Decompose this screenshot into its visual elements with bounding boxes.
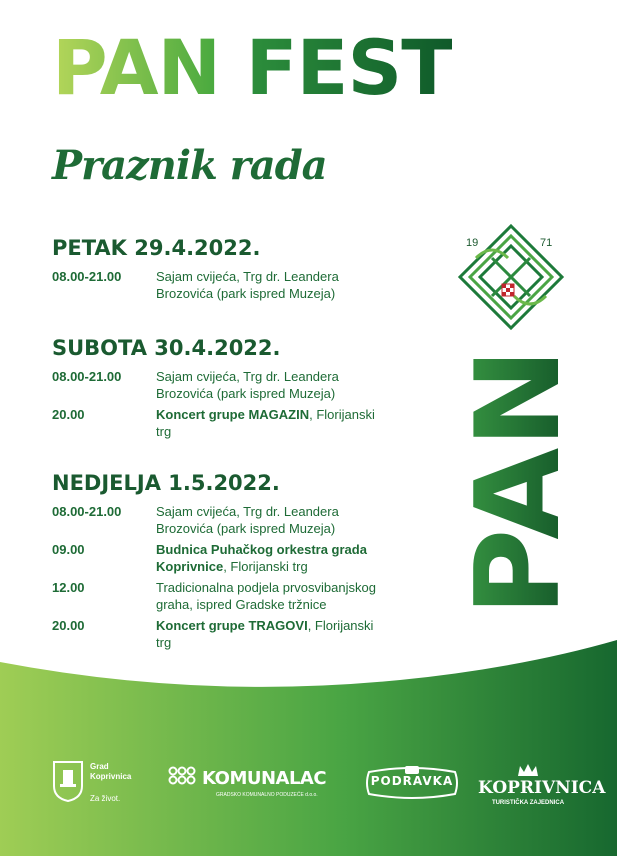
event-time: 08.00-21.00 xyxy=(52,369,122,384)
schedule-item xyxy=(52,541,412,575)
subtitle: Praznik rada xyxy=(52,142,327,189)
grad-line2: Koprivnica xyxy=(90,772,132,781)
schedule-item xyxy=(52,503,412,537)
komunalac-name: KOMUNALAC xyxy=(202,768,327,789)
page-title xyxy=(52,23,453,112)
event-time: 20.00 xyxy=(52,407,85,422)
year-left: 19 xyxy=(466,237,479,249)
event-text xyxy=(156,406,376,440)
day-saturday xyxy=(52,336,412,444)
day-friday xyxy=(52,236,412,306)
schedule-item xyxy=(52,406,412,440)
sponsor-komunalac xyxy=(168,766,327,798)
vertical-pan-text: PAN xyxy=(451,354,586,616)
sponsor-grad-koprivnica xyxy=(52,760,142,808)
event-text: Sajam cvijeća, Trg dr. Leandera Brozovića (park ispred Muzeja) xyxy=(156,504,339,536)
vertical-pan-wordmark xyxy=(451,348,586,616)
city-crest-icon xyxy=(52,760,84,802)
event-time: 20.00 xyxy=(52,618,85,633)
day-heading: PETAK 29.4.2022. xyxy=(52,236,261,260)
year-right: 71 xyxy=(540,237,553,249)
title-pan: PAN xyxy=(52,23,221,112)
event-time: 08.00-21.00 xyxy=(52,269,122,284)
grad-line1: Grad xyxy=(90,762,109,771)
event-time: 08.00-21.00 xyxy=(52,504,122,519)
day-heading: SUBOTA 30.4.2022. xyxy=(52,336,281,360)
pan-emblem-logo xyxy=(452,218,570,336)
schedule-item xyxy=(52,368,412,402)
koprivnica-tz-small: TURISTIČKA ZAJEDNICA xyxy=(491,800,565,806)
sponsor-koprivnica-tz xyxy=(478,762,606,810)
event-bold: Budnica Puhačkog orkestra grada Koprivnice xyxy=(156,542,367,574)
title-fest: FEST xyxy=(245,23,453,112)
event-time: 09.00 xyxy=(52,542,85,557)
koprivnica-tz-name: KOPRIVNICA xyxy=(478,778,606,798)
schedule-item xyxy=(52,268,412,302)
podravka-name: PODRAVKA xyxy=(370,774,454,788)
schedule-item xyxy=(52,579,412,613)
event-text: Sajam cvijeća, Trg dr. Leandera Brozovića (park ispred Muzeja) xyxy=(156,269,339,301)
event-rest: , Florijanski trg xyxy=(223,559,308,574)
day-sunday xyxy=(52,471,412,655)
sponsor-podravka xyxy=(365,766,459,800)
komunalac-small: GRADSKO KOMUNALNO PODUZEĆE d.o.o. xyxy=(216,792,318,798)
event-text xyxy=(156,541,376,575)
komunalac-icon xyxy=(168,766,196,790)
event-bold: Koncert grupe MAGAZIN xyxy=(156,407,310,422)
grad-tagline: Za život. xyxy=(90,794,121,803)
event-rest: , Florijanski trg xyxy=(156,618,374,650)
event-text: Tradicionalna podjela prvosvibanjskog graha, ispred Gradske tržnice xyxy=(156,580,376,612)
crown-icon xyxy=(478,762,578,778)
bottom-wave-background xyxy=(0,640,617,856)
event-rest: , Florijanski trg xyxy=(156,407,375,439)
event-time: 12.00 xyxy=(52,580,85,595)
day-heading: NEDJELJA 1.5.2022. xyxy=(52,471,280,495)
event-bold: Koncert grupe TRAGOVI xyxy=(156,618,308,633)
event-text: Sajam cvijeća, Trg dr. Leandera Brozovića (park ispred Muzeja) xyxy=(156,369,339,401)
